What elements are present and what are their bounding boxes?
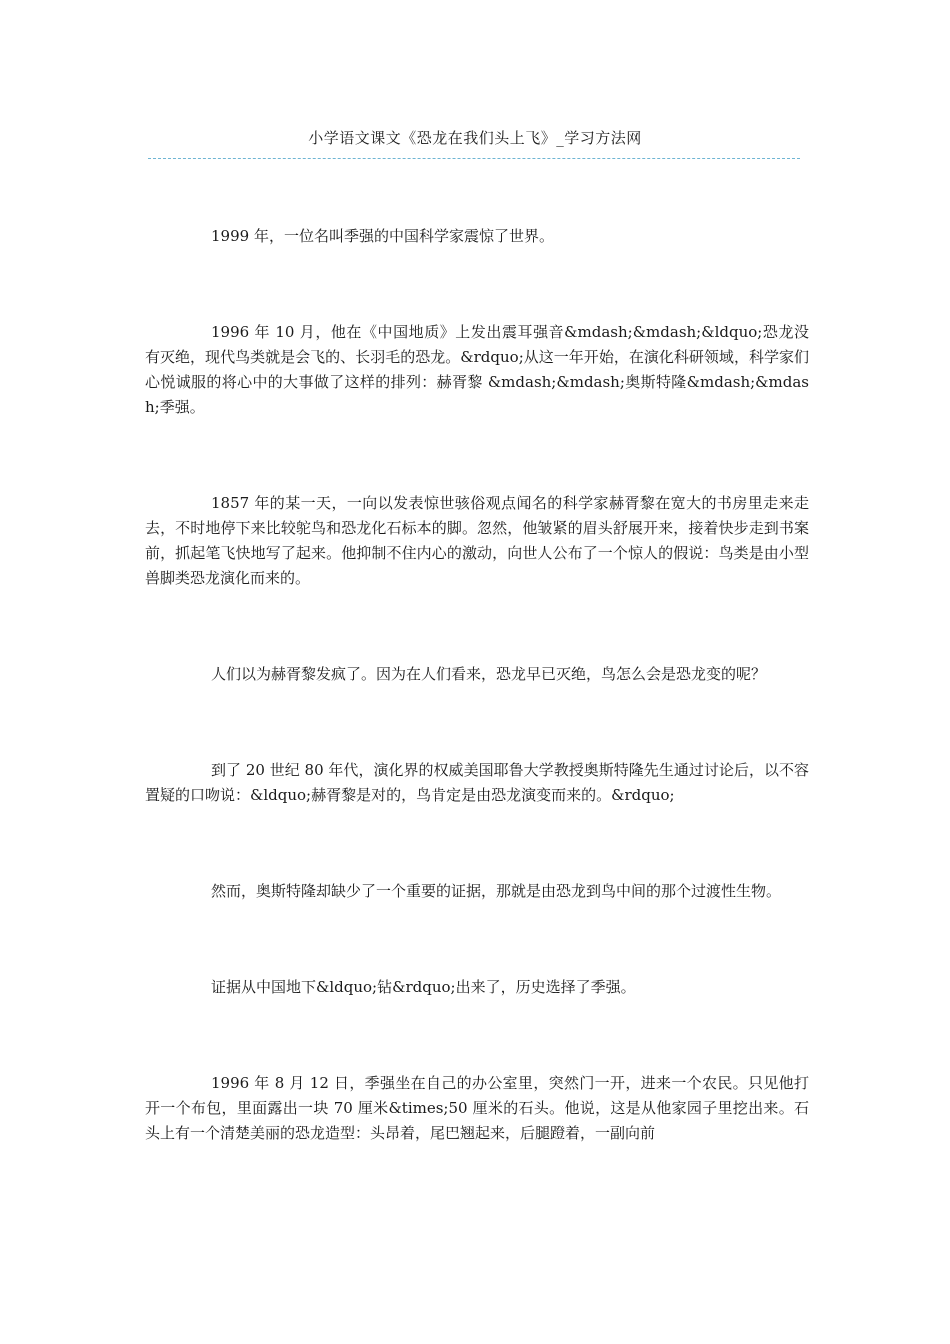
paragraph-5: 到了 20 世纪 80 年代，演化界的权威美国耶鲁大学教授奥斯特隆先生通过讨论后，以不容置疑的口吻说：&ldquo;赫胥黎是对的，鸟肯定是由恐龙演变而来的。&rdquo; (145, 761, 809, 804)
title-divider (148, 158, 800, 159)
paragraph-8: 1996 年 8 月 12 日，季强坐在自己的办公室里，突然门一开，进来一个农民。只见他打开一个布包，里面露出一块 70 厘米&times;50 厘米的石头。他说，这是从他家园子里挖出来。石头上有一个清楚美丽的恐龙造型：头昂着，尾巴翘起来，后腿蹬着，一副向前 (145, 1074, 809, 1142)
document-body (145, 224, 809, 1217)
document-title: 小学语文课文《恐龙在我们头上飞》_学习方法网 (308, 129, 642, 147)
paragraph-1: 1999 年，一位名叫季强的中国科学家震惊了世界。 (211, 227, 554, 245)
paragraph-3: 1857 年的某一天，一向以发表惊世骇俗观点闻名的科学家赫胥黎在宽大的书房里走来走去，不时地停下来比较鸵鸟和恐龙化石标本的脚。忽然，他皱紧的眉头舒展开来，接着快步走到书案前，抓起笔飞快地写了起来。他抑制不住内心的激动，向世人公布了一个惊人的假说：鸟类是由小型兽脚类恐龙演化而来的。 (145, 494, 809, 587)
paragraph-7: 证据从中国地下&ldquo;钻&rdquo;出来了，历史选择了季强。 (211, 978, 636, 996)
paragraph-4: 人们以为赫胥黎发疯了。因为在人们看来，恐龙早已灭绝，鸟怎么会是恐龙变的呢？ (211, 665, 767, 683)
paragraph-2: 1996 年 10 月，他在《中国地质》上发出震耳强音&mdash;&mdash;&ldquo;恐龙没有灭绝，现代鸟类就是会飞的、长羽毛的恐龙。&rdquo;从这一年开始，在演化科研领域，科学家们心悦诚服的将心中的大事做了这样的排列：赫胥黎 &mdash;&mdash;奥斯特隆&mdash;&mdash;季强。 (145, 323, 809, 416)
paragraph-6: 然而，奥斯特隆却缺少了一个重要的证据，那就是由恐龙到鸟中间的那个过渡性生物。 (211, 882, 782, 900)
